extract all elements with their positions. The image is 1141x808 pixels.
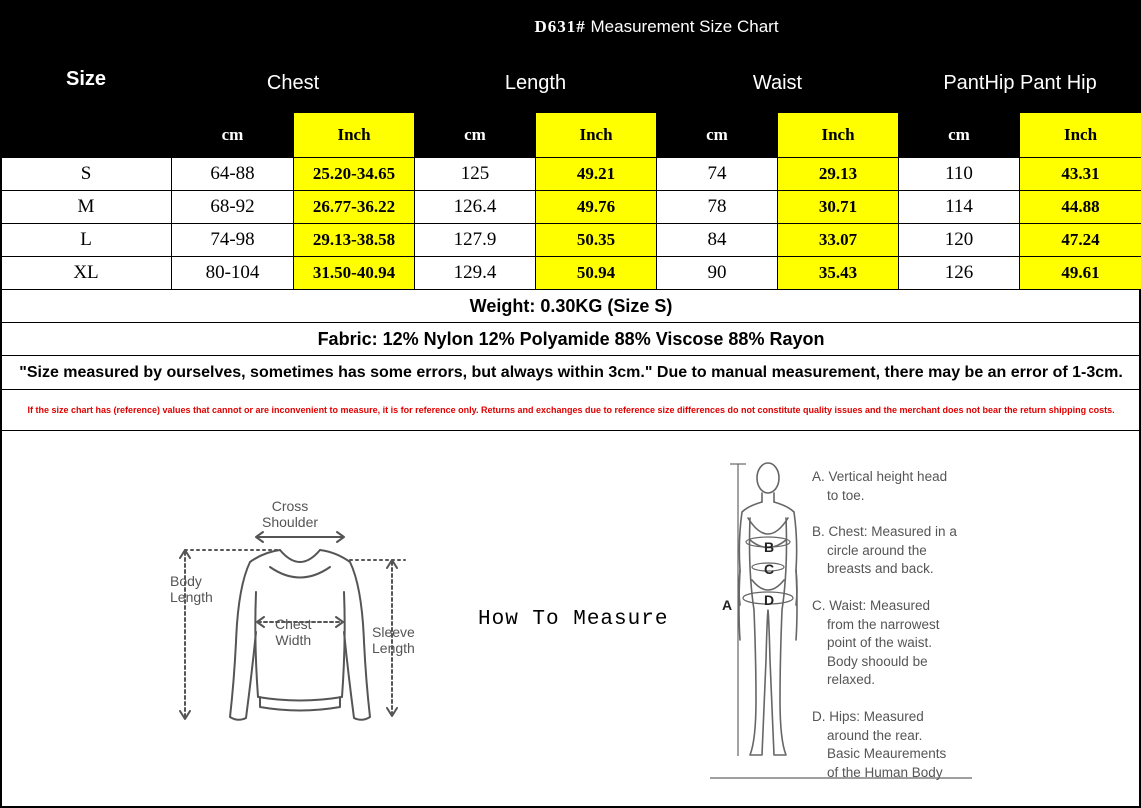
value-cell: 90	[657, 257, 778, 290]
table-row	[1, 224, 1141, 257]
table-row	[1, 191, 1141, 224]
size-cell: XL	[1, 257, 172, 290]
unit-header: Inch	[778, 113, 899, 158]
unit-header: Inch	[1020, 113, 1141, 158]
value-cell: 50.35	[536, 224, 657, 257]
value-cell: 50.94	[536, 257, 657, 290]
value-cell: 126.4	[415, 191, 536, 224]
value-cell: 125	[415, 158, 536, 191]
value-cell: 25.20-34.65	[294, 158, 415, 191]
measurement-error-note: "Size measured by ourselves, sometimes has some errors, but always within 3cm." Due to manual measurement, there may be an error of 1-3cm.	[1, 356, 1141, 390]
value-cell: 30.71	[778, 191, 899, 224]
group-header-waist: Waist	[657, 54, 899, 113]
return-disclaimer: If the size chart has (reference) values that cannot or are inconvenient to measure, it is for reference only. Returns and exchanges due to reference size differences do not constitute quality issues and the merchant does not bear the return shipping costs.	[1, 390, 1141, 431]
body-marker-b: B	[764, 539, 775, 555]
body-note-c: C. Waist: Measured from the narrowest point of the waist. Body shoould be relaxed.	[812, 598, 940, 687]
body-length-label: Body Length	[170, 573, 213, 605]
sleeve-length-label: Sleeve Length	[372, 624, 415, 656]
unit-header: cm	[657, 113, 778, 158]
value-cell: 49.76	[536, 191, 657, 224]
value-cell: 29.13-38.58	[294, 224, 415, 257]
product-code: D631#	[534, 17, 586, 36]
value-cell: 120	[899, 224, 1020, 257]
value-cell: 35.43	[778, 257, 899, 290]
unit-header: cm	[415, 113, 536, 158]
how-to-measure-title: How To Measure	[478, 608, 669, 631]
unit-header: cm	[172, 113, 294, 158]
fabric-note: Fabric: 12% Nylon 12% Polyamide 88% Viscose 88% Rayon	[1, 323, 1141, 356]
value-cell: 33.07	[778, 224, 899, 257]
group-header-hip: PantHip Pant Hip	[899, 54, 1141, 113]
value-cell: 84	[657, 224, 778, 257]
body-marker-d: D	[764, 592, 775, 608]
value-cell: 127.9	[415, 224, 536, 257]
value-cell: 43.31	[1020, 158, 1141, 191]
value-cell: 126	[899, 257, 1020, 290]
unit-header: Inch	[536, 113, 657, 158]
unit-header: cm	[899, 113, 1020, 158]
size-cell: L	[1, 224, 172, 257]
weight-note: Weight: 0.30KG (Size S)	[1, 290, 1141, 323]
value-cell: 31.50-40.94	[294, 257, 415, 290]
size-column-header: Size	[1, 1, 172, 158]
value-cell: 74-98	[172, 224, 294, 257]
unit-header: Inch	[294, 113, 415, 158]
value-cell: 129.4	[415, 257, 536, 290]
group-header-length: Length	[415, 54, 657, 113]
value-cell: 110	[899, 158, 1020, 191]
value-cell: 74	[657, 158, 778, 191]
value-cell: 26.77-36.22	[294, 191, 415, 224]
body-marker-a: A	[722, 597, 733, 613]
chart-title-text: Measurement Size Chart	[590, 17, 779, 36]
value-cell: 114	[899, 191, 1020, 224]
chest-width-label: Chest Width	[275, 616, 312, 648]
table-row	[1, 257, 1141, 290]
value-cell: 68-92	[172, 191, 294, 224]
how-to-measure-section	[0, 432, 1141, 808]
group-header-chest: Chest	[172, 54, 415, 113]
body-note-d: D. Hips: Measured around the rear. Basic Meaurements of the Human Body	[812, 709, 947, 780]
chart-title	[172, 1, 1141, 54]
value-cell: 78	[657, 191, 778, 224]
value-cell: 44.88	[1020, 191, 1141, 224]
table-row	[1, 158, 1141, 191]
value-cell: 49.61	[1020, 257, 1141, 290]
value-cell: 80-104	[172, 257, 294, 290]
body-note-a: A. Vertical height head to toe.	[812, 469, 948, 503]
body-note-b: B. Chest: Measured in a circle around the breasts and back.	[812, 524, 957, 576]
cross-shoulder-label: Cross Shoulder	[262, 498, 319, 530]
value-cell: 64-88	[172, 158, 294, 191]
value-cell: 49.21	[536, 158, 657, 191]
value-cell: 47.24	[1020, 224, 1141, 257]
size-cell: S	[1, 158, 172, 191]
body-marker-c: C	[764, 561, 775, 577]
value-cell: 29.13	[778, 158, 899, 191]
size-cell: M	[1, 191, 172, 224]
